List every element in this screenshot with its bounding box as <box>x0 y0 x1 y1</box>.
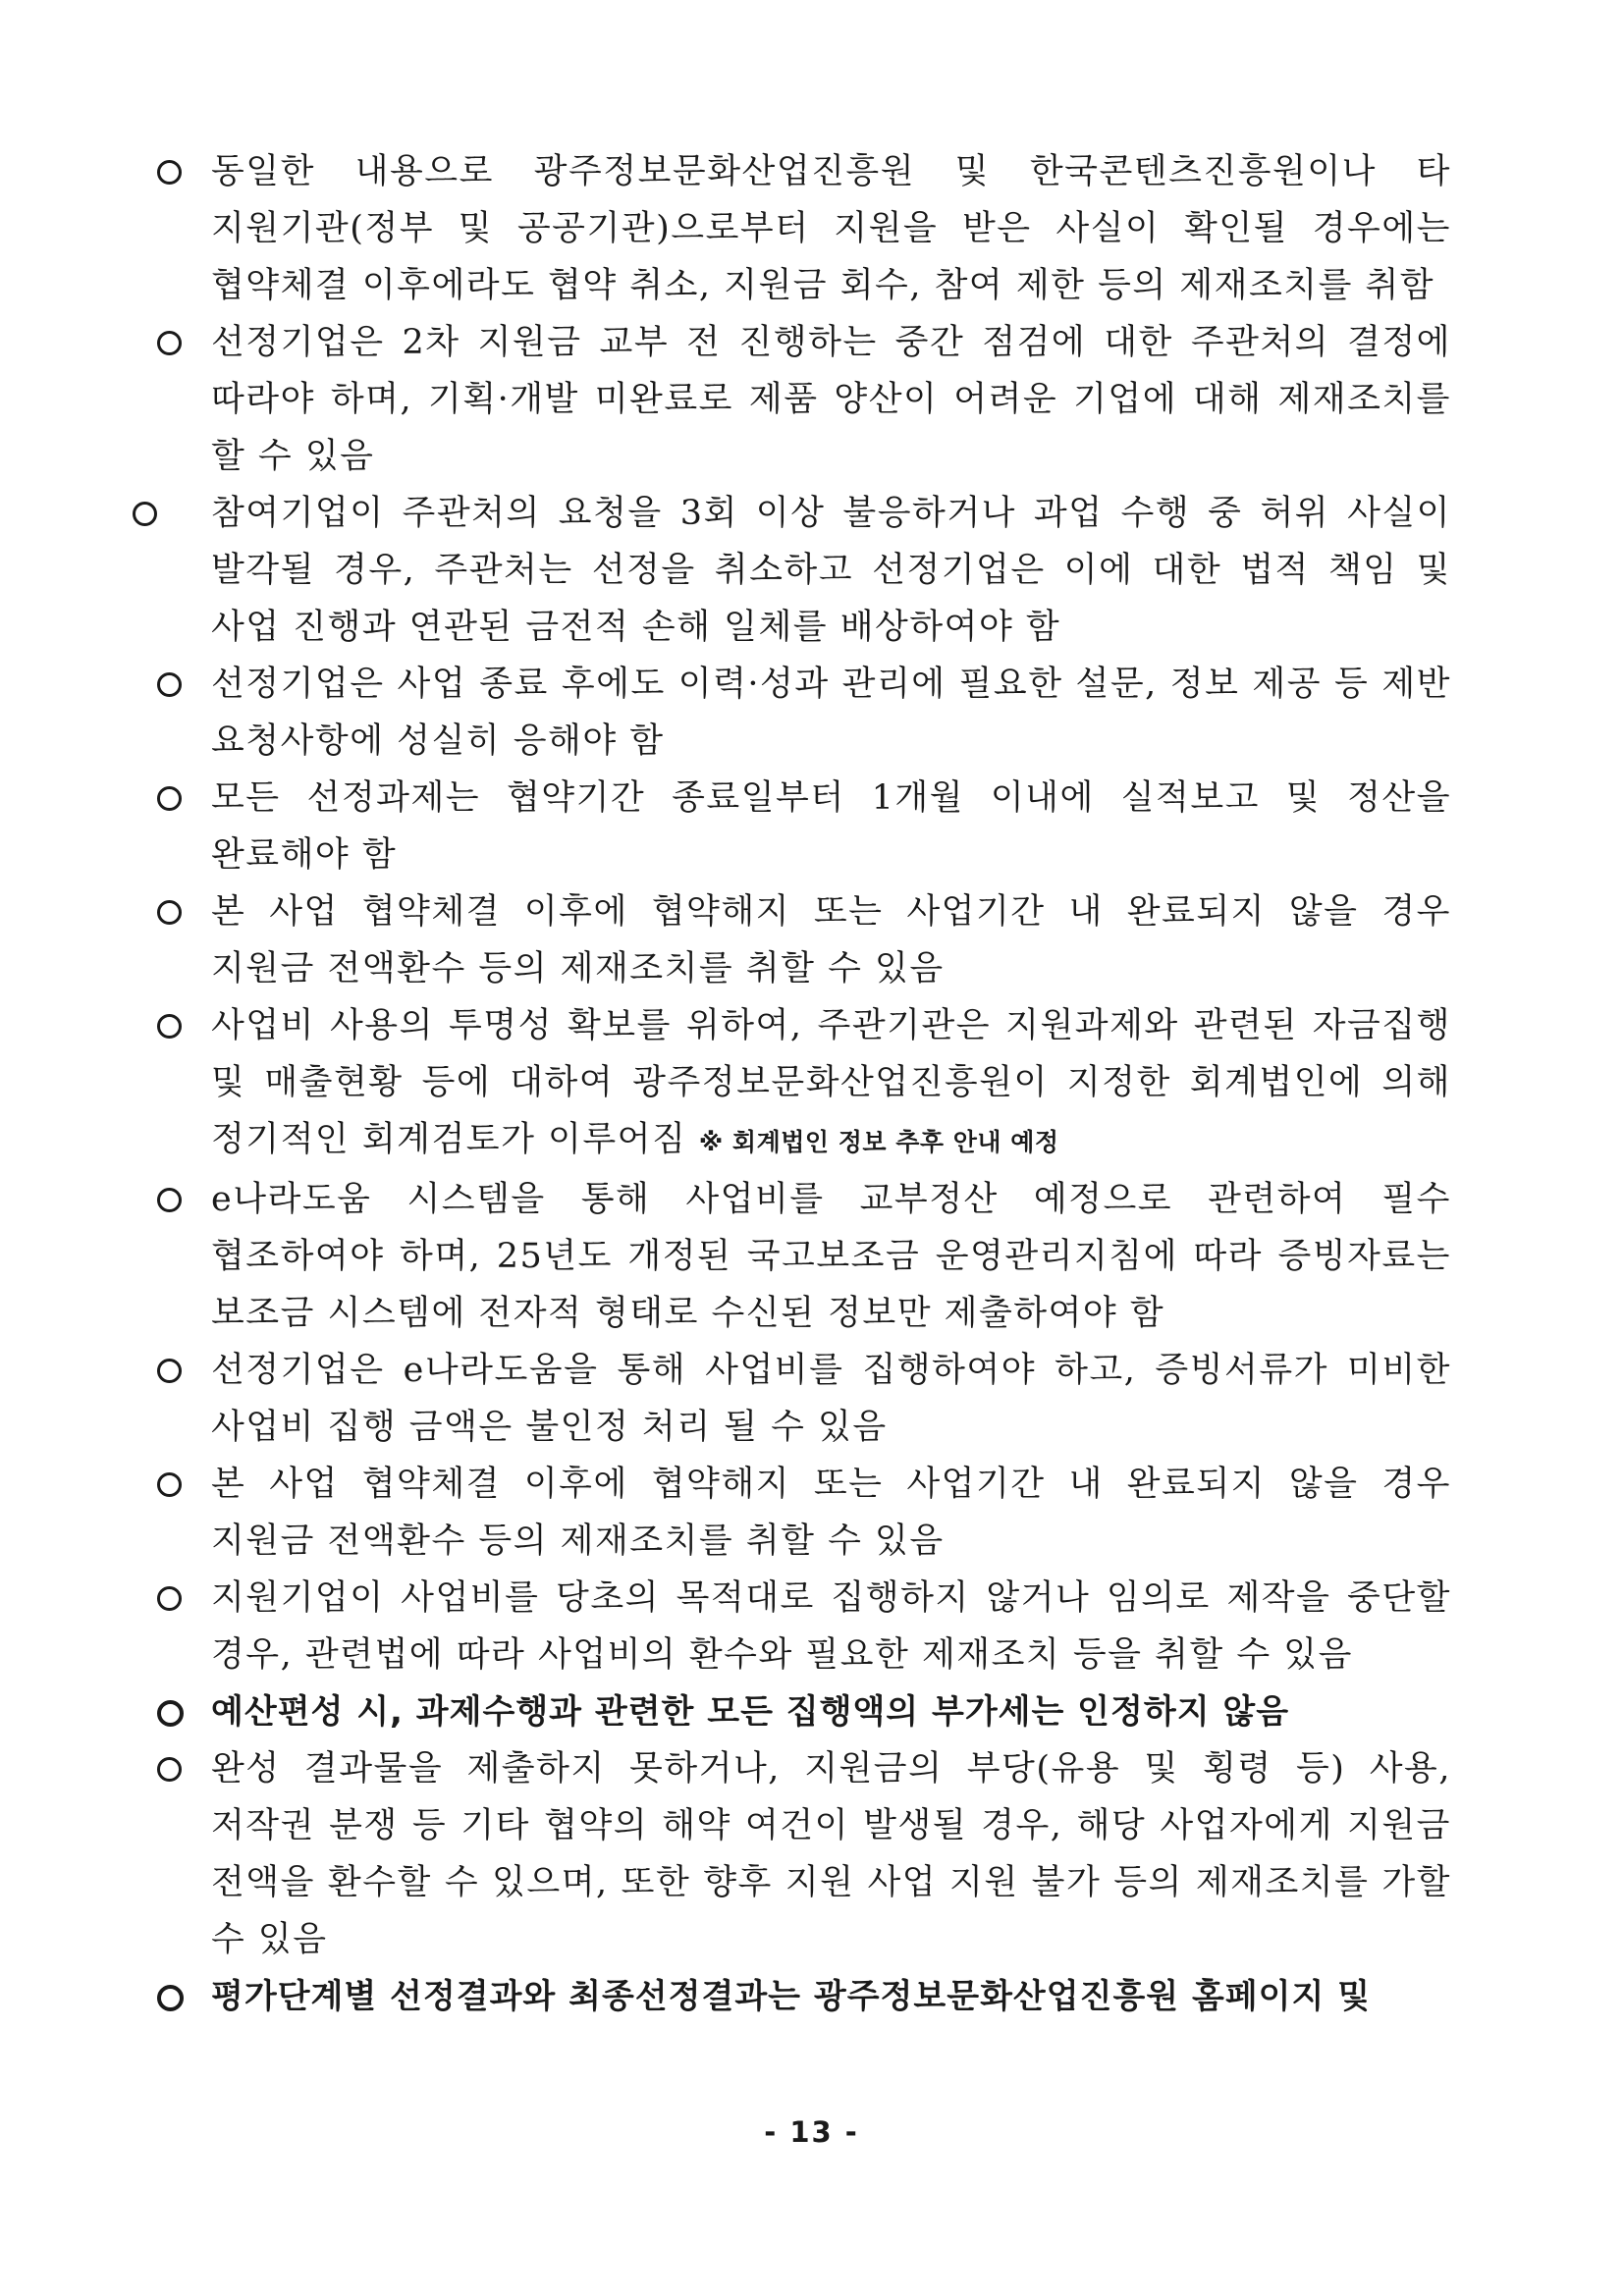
list-item-text: 선정기업은 e나라도움을 통해 사업비를 집행하여야 하고, 증빙서류가 미비한 사업비 집행 금액은 불인정 처리 될 수 있음 <box>211 1351 1451 1447</box>
list-item-text: 지원기업이 사업비를 당초의 목적대로 집행하지 않거나 임의로 제작을 중단할 경우, 관련법에 따라 사업비의 환수와 필요한 제재조치 등을 취할 수 있음 <box>211 1578 1451 1675</box>
list-item-text: 본 사업 협약체결 이후에 협약해지 또는 사업기간 내 완료되지 않을 경우 지원금 전액환수 등의 제재조치를 취할 수 있음 <box>211 892 1451 988</box>
list-item <box>155 314 1451 485</box>
list-item-text: e나라도움 시스템을 통해 사업비를 교부정산 예정으로 관련하여 필수 협조하여야 하며, 25년도 개정된 국고보조금 운영관리지침에 따라 증빙자료는 보조금 시스템에 전자적 형태로 수신된 정보만 제출하여야 함 <box>211 1180 1451 1333</box>
list-item <box>155 883 1451 997</box>
list-item <box>155 143 1451 314</box>
circle-bullet-icon <box>157 1188 182 1212</box>
list-item-emphasized <box>155 1968 1451 2025</box>
list-item <box>131 485 1451 656</box>
accounting-firm-note: ※ 회계법인 정보 추후 안내 예정 <box>698 1128 1059 1156</box>
circle-bullet-icon <box>157 786 182 811</box>
circle-bullet-icon <box>157 1472 182 1497</box>
list-item-text: 예산편성 시, 과제수행과 관련한 모든 집행액의 부가세는 인정하지 않음 <box>211 1692 1290 1732</box>
circle-bullet-icon <box>133 502 157 526</box>
list-item-text: 사업비 사용의 투명성 확보를 위하여, 주관기관은 지원과제와 관련된 자금집행 및 매출현황 등에 대하여 광주정보문화산업진흥원이 지정한 회계법인에 의해 정기적인 회계검토가 이루어짐 <box>211 1006 1451 1159</box>
list-item <box>155 1456 1451 1570</box>
list-item-text: 참여기업이 주관처의 요청을 3회 이상 불응하거나 과업 수행 중 허위 사실이 발각될 경우, 주관처는 선정을 취소하고 선정기업은 이에 대한 법적 책임 및 사업 진행과 연관된 금전적 손해 일체를 배상하여야 함 <box>211 494 1451 647</box>
list-item <box>155 1342 1451 1456</box>
list-item <box>155 1570 1451 1683</box>
circle-bullet-icon <box>157 1757 182 1782</box>
list-item <box>155 1171 1451 1342</box>
list-item-text: 선정기업은 사업 종료 후에도 이력·성과 관리에 필요한 설문, 정보 제공 등 제반 요청사항에 성실히 응해야 함 <box>211 665 1451 761</box>
list-item <box>155 656 1451 770</box>
notice-bullet-list <box>155 143 1451 2025</box>
circle-bullet-icon <box>157 1359 182 1383</box>
list-item-text: 선정기업은 2차 지원금 교부 전 진행하는 중간 점검에 대한 주관처의 결정에 따라야 하며, 기획·개발 미완료로 제품 양산이 어려운 기업에 대해 제재조치를 할 수 있음 <box>211 323 1451 476</box>
circle-bullet-icon <box>157 160 182 185</box>
circle-bullet-icon <box>157 672 182 697</box>
list-item <box>155 997 1451 1171</box>
circle-bullet-icon <box>157 1985 184 2011</box>
list-item-emphasized <box>155 1683 1451 1740</box>
list-item <box>155 1740 1451 1968</box>
circle-bullet-icon <box>157 1700 184 1727</box>
list-item-text: 모든 선정과제는 협약기간 종료일부터 1개월 이내에 실적보고 및 정산을 완료해야 함 <box>211 778 1451 875</box>
circle-bullet-icon <box>157 1586 182 1611</box>
circle-bullet-icon <box>157 1014 182 1039</box>
list-item <box>155 770 1451 883</box>
circle-bullet-icon <box>157 331 182 355</box>
list-item-text: 본 사업 협약체결 이후에 협약해지 또는 사업기간 내 완료되지 않을 경우 지원금 전액환수 등의 제재조치를 취할 수 있음 <box>211 1465 1451 1561</box>
list-item-text: 완성 결과물을 제출하지 못하거나, 지원금의 부당(유용 및 횡령 등) 사용, 저작권 분쟁 등 기타 협약의 해약 여건이 발생될 경우, 해당 사업자에게 지원금 전액을 환수할 수 있으며, 또한 향후 지원 사업 지원 불가 등의 제재조치를 가할 수 있음 <box>211 1749 1451 1959</box>
circle-bullet-icon <box>157 900 182 925</box>
page-number: - 13 - <box>764 2115 859 2149</box>
list-item-text: 평가단계별 선정결과와 최종선정결과는 광주정보문화산업진흥원 홈페이지 및 <box>211 1977 1372 2016</box>
list-item-text: 동일한 내용으로 광주정보문화산업진흥원 및 한국콘텐츠진흥원이나 타 지원기관(정부 및 공공기관)으로부터 지원을 받은 사실이 확인될 경우에는 협약체결 이후에라도 협약 취소, 지원금 회수, 참여 제한 등의 제재조치를 취함 <box>211 152 1451 305</box>
